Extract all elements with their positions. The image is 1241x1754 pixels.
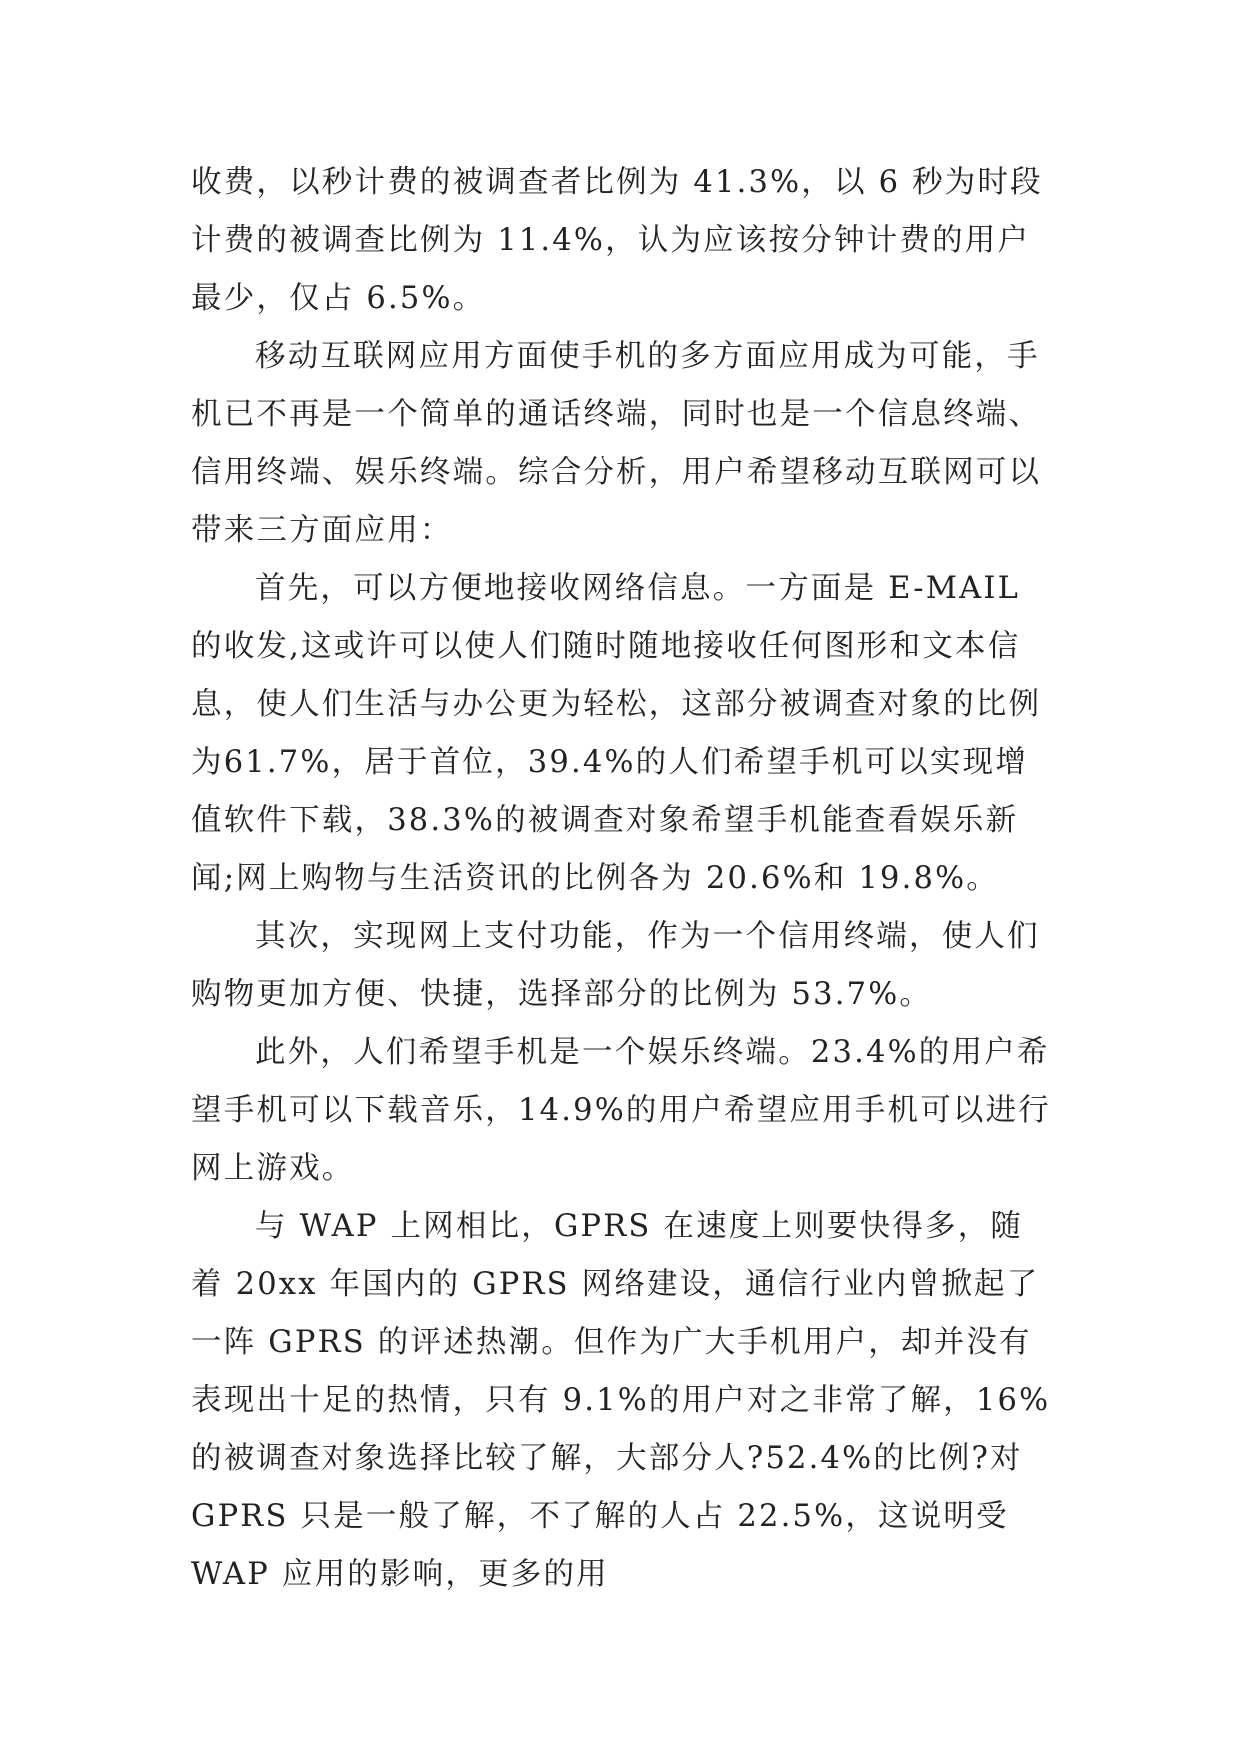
paragraph-gprs-awareness: 与 WAP 上网相比，GPRS 在速度上则要快得多，随着 20xx 年国内的 GPRS 网络建设，通信行业内曾掀起了一阵 GPRS 的评述热潮。但作为广大手机用户，却并没有表现出十足的热情，只有 9.1%的用户对之非常了解，16%的被调查对象选择比较了解，大部分人?52.4%的比例?对 GPRS 只是一般了解，不了解的人占 22.5%，这说明受 WAP 应用的影响，更多的用: [191, 1209, 1051, 1592]
paragraph-network-information: 首先，可以方便地接收网络信息。一方面是 E-MAIL 的收发,这或许可以使人们随时随地接收任何图形和文本信息，使人们生活与办公更为轻松，这部分被调查对象的比例为61.7%，居于首位，39.4%的人们希望手机可以实现增值软件下载，38.3%的被调查对象希望手机能查看娱乐新闻;网上购物与生活资讯的比例各为 20.6%和 19.8%。: [191, 571, 1042, 896]
paragraph-entertainment-terminal: 此外，人们希望手机是一个娱乐终端。23.4%的用户希望手机可以下载音乐，14.9%的用户希望应用手机可以进行网上游戏。: [191, 1035, 1051, 1186]
paragraph-online-payment: 其次，实现网上支付功能，作为一个信用终端，使人们购物更加方便、快捷，选择部分的比例为 53.7%。: [191, 919, 1040, 1012]
document-body: [191, 154, 1051, 1604]
paragraph-mobile-internet-applications: 移动互联网应用方面使手机的多方面应用成为可能，手机已不再是一个简单的通话终端，同时也是一个信息终端、信用终端、娱乐终端。综合分析，用户希望移动互联网可以带来三方面应用：: [191, 339, 1042, 548]
paragraph-call-billing-preference: 收费，以秒计费的被调查者比例为 41.3%，以 6 秒为时段计费的被调查比例为 11.4%，认为应该按分钟计费的用户最少，仅占 6.5%。: [191, 165, 1043, 316]
